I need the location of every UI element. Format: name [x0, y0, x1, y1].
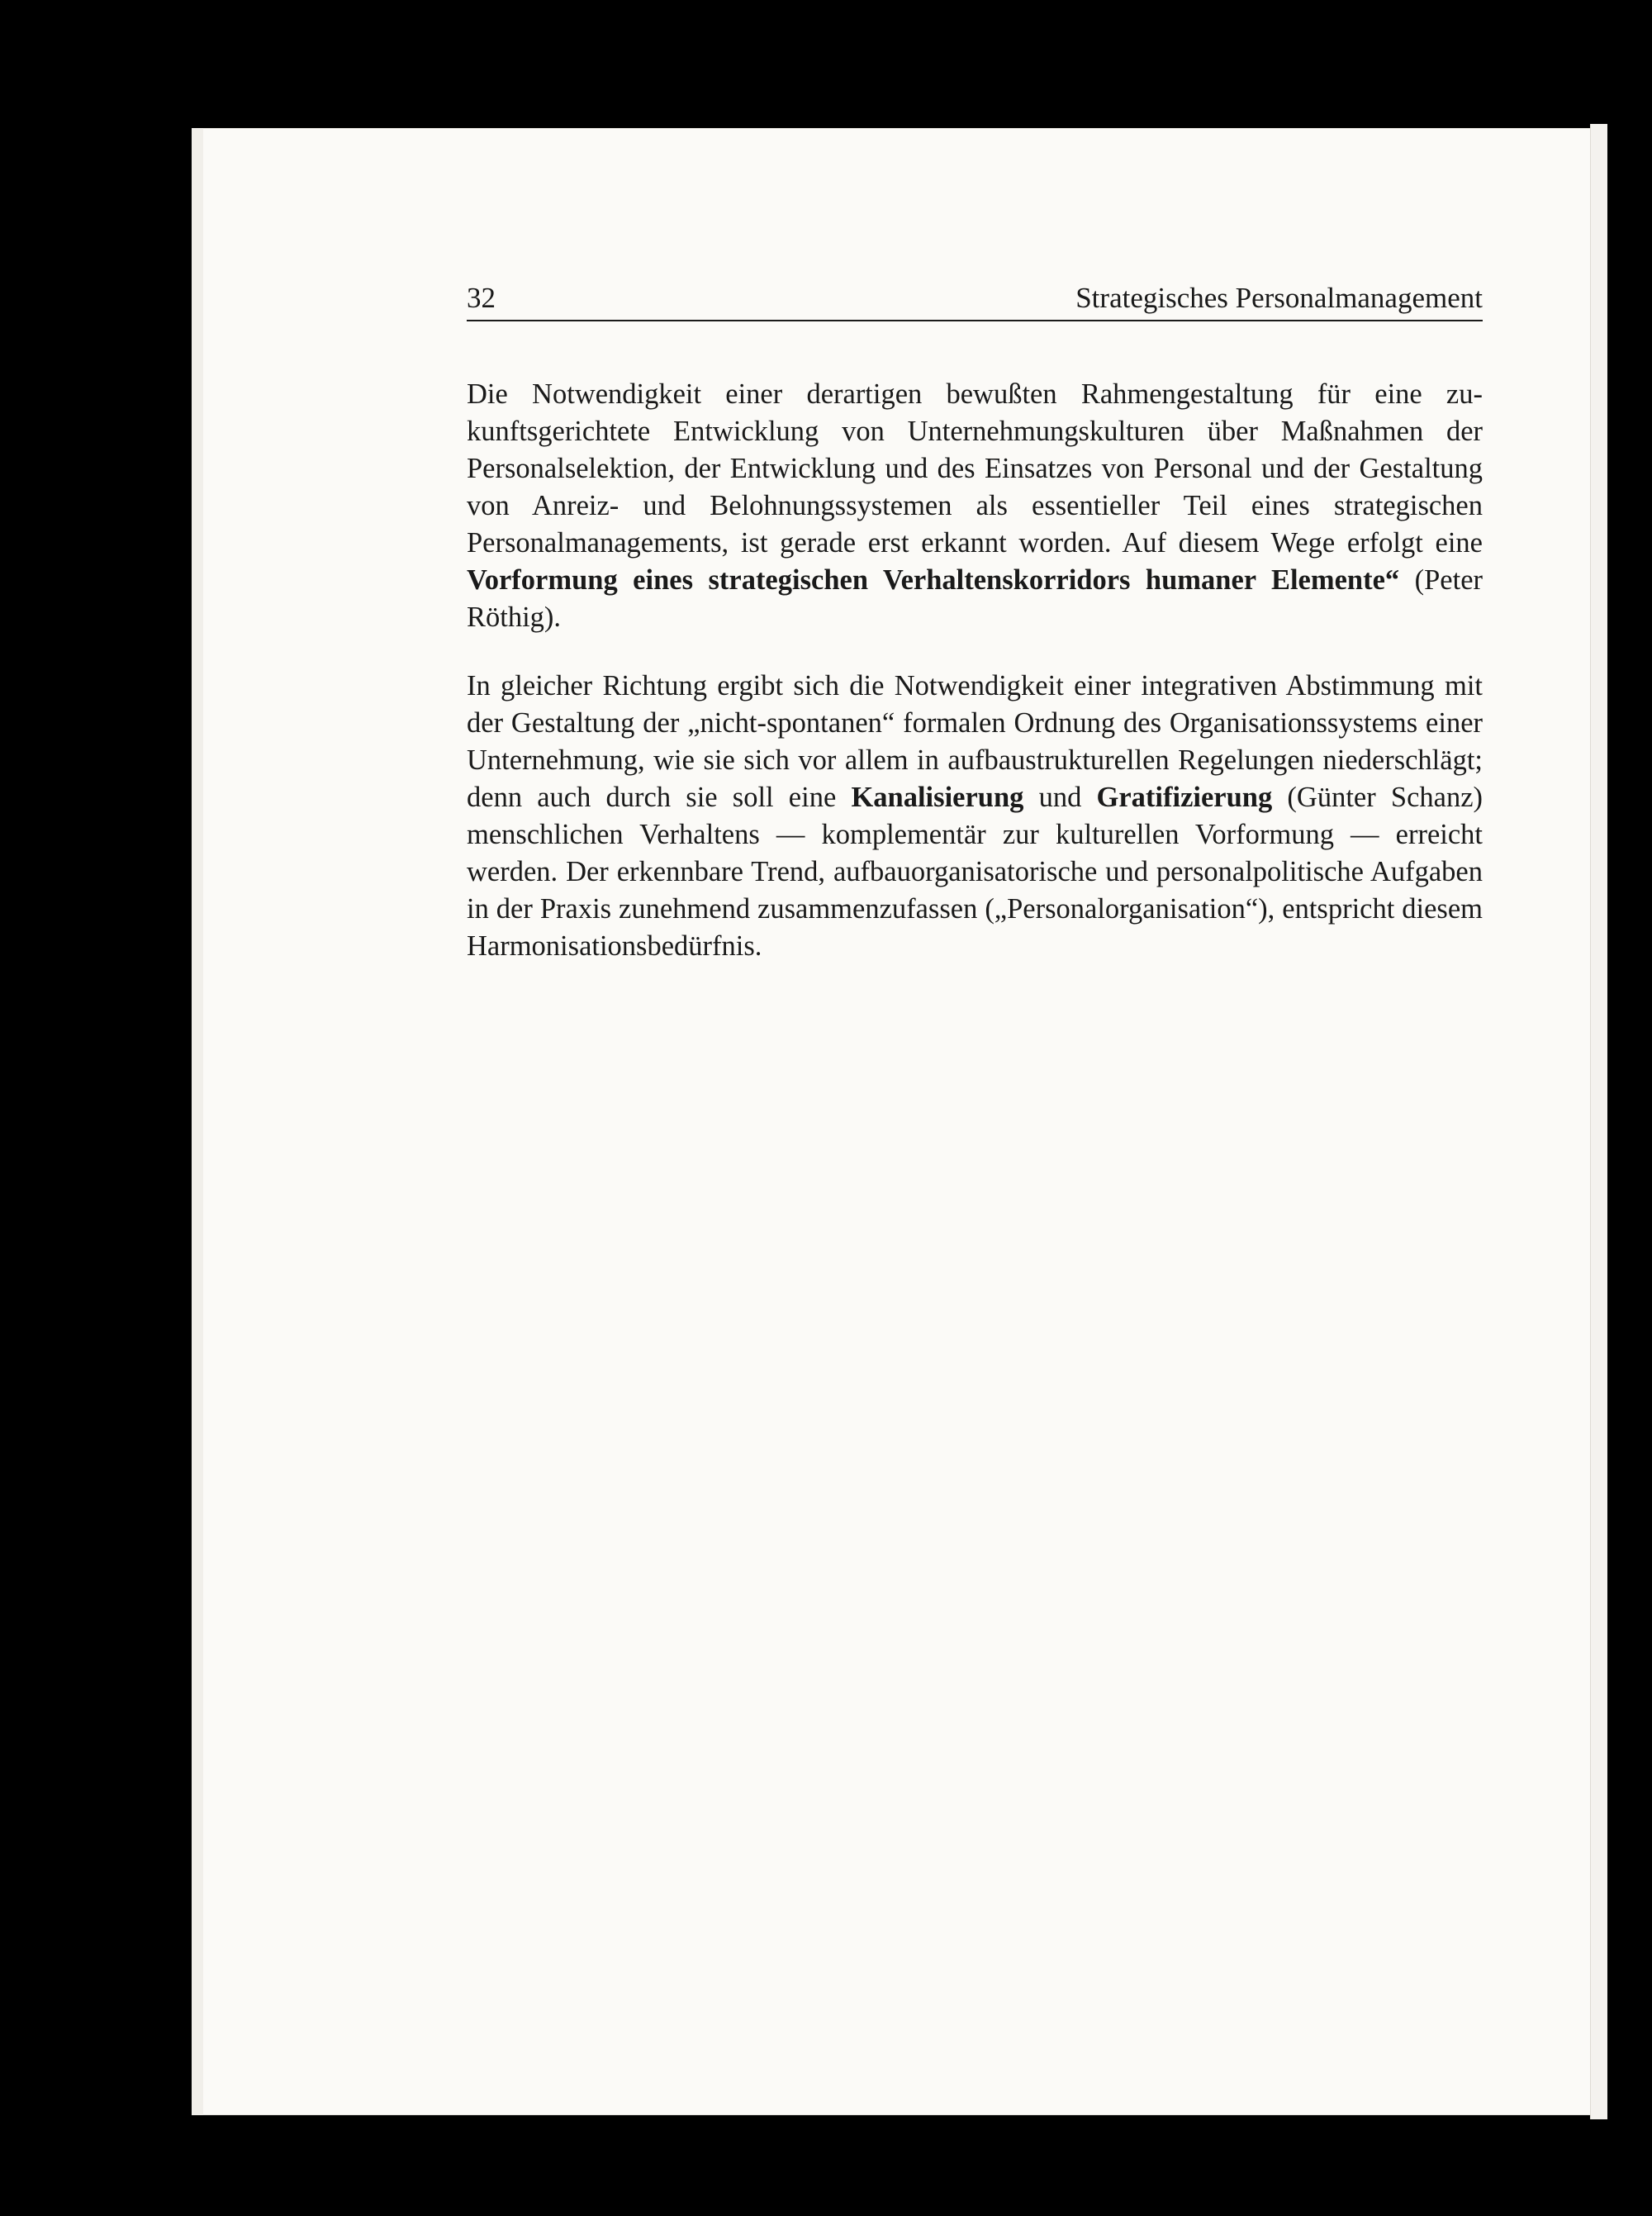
paragraph-segment: In gleicher Richtung ergibt sich die Notwendigkeit einer integrativen Abstimmung mit der Gestaltung der „nicht-spontanen“ formalen Ordnung des Organisationssystems einer Unternehmung, wie sie sich vor allem in aufbaustrukturellen Regelungen niederschlägt; denn auch durch sie soll eine: [467, 670, 1483, 813]
bold-term-vorformung: Vorformung eines strategischen Verhaltenskorridors humaner Elemente“: [467, 564, 1400, 596]
page-left-margin-shadow: [192, 128, 203, 2115]
running-title: Strategisches Personalmanagement: [1075, 282, 1483, 314]
paragraph-segment: Die Notwendigkeit einer derartigen bewußten Rahmengestaltung für eine zukunftsgerichtete Entwicklung von Unternehmungskulturen über Maßnahmen der Personalselektion, der Entwicklung und des Einsatzes von Personal und der Gestaltung von Anreiz- und Belohnungssystemen als essentieller Teil eines strategischen Personalmanagements, ist gerade erst erkannt worden. Auf diesem Wege erfolgt eine: [467, 378, 1483, 559]
paragraph-segment: (Peter Röthig).: [467, 564, 1483, 633]
paragraph-segment: (Günter Schanz) menschlichen Verhaltens — komplementär zur kulturellen Vorformung — erreicht werden. Der erkennbare Trend, aufbauorganisatorische und personalpolitische Aufgaben in der Praxis zunehmend zusammenzufassen („Personalorganisation“), entspricht diesem Harmonisationsbedürfnis.: [467, 782, 1483, 962]
page-right-edge: [1590, 124, 1607, 2119]
paragraph-1: [467, 376, 1483, 636]
running-header: [467, 277, 1483, 321]
page-number: 32: [467, 282, 496, 314]
paragraph-segment: und: [1023, 782, 1097, 813]
paragraph-2: [467, 668, 1483, 965]
body-text: [467, 376, 1483, 996]
bold-term-kanalisierung: Kanalisierung: [851, 782, 1024, 813]
bold-term-gratifizierung: Gratifizierung: [1096, 782, 1273, 813]
